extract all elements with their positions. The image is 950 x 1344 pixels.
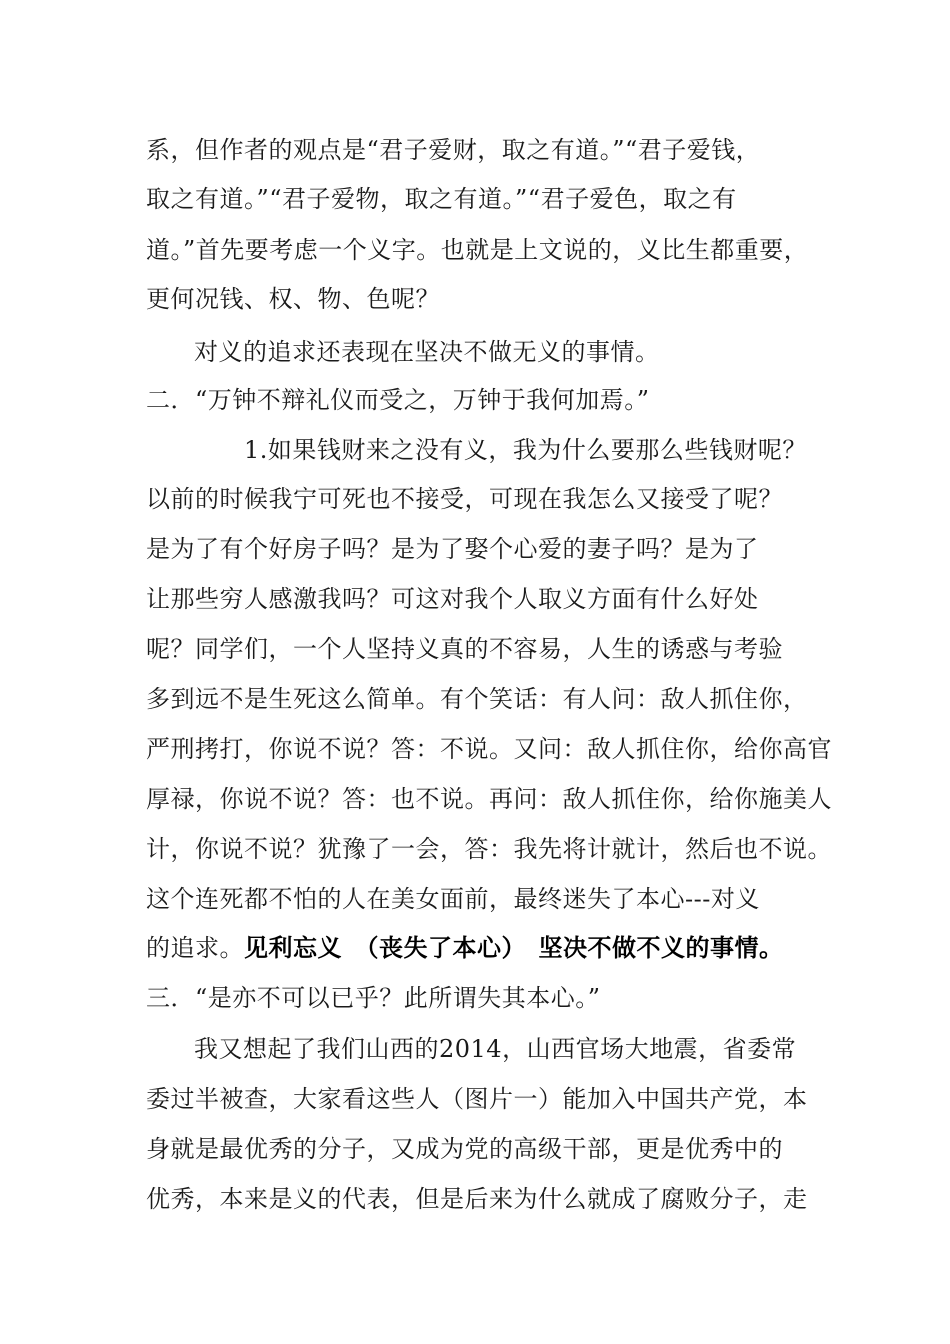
numbered-item-1: 1.如果钱财来之没有义，我为什么要那么些钱财呢？ bbox=[244, 436, 807, 464]
text-line: 呢？同学们，一个人坚持义真的不容易，人生的诱惑与考验 bbox=[146, 635, 783, 663]
text-line: 是为了有个好房子吗？是为了娶个心爱的妻子吗？是为了 bbox=[146, 535, 759, 563]
text-line: 这个连死都不怕的人在美女面前，最终迷失了本心---对义 bbox=[146, 885, 760, 913]
text-line: 更何况钱、权、物、色呢？ bbox=[146, 285, 440, 313]
text-line: 让那些穷人感激我吗？可这对我个人取义方面有什么好处 bbox=[146, 585, 759, 613]
paragraph-line: 我又想起了我们山西的2014，山西官场大地震，省委常 bbox=[194, 1035, 797, 1063]
text-line: 优秀，本来是义的代表，但是后来为什么就成了腐败分子，走 bbox=[146, 1185, 808, 1213]
text-line: 系，但作者的观点是“君子爱财，取之有道。”“君子爱钱， bbox=[146, 136, 761, 164]
text-line: 严刑拷打，你说不说？答：不说。又问：敌人抓住你，给你高官 bbox=[146, 735, 832, 763]
section-heading-2: 二．“万钟不辩礼仪而受之，万钟于我何加焉。” bbox=[146, 386, 650, 414]
text-line: 取之有道。”“君子爱物，取之有道。”“君子爱色，取之有 bbox=[146, 185, 737, 213]
text-line: 身就是最优秀的分子，又成为党的高级干部，更是优秀中的 bbox=[146, 1135, 783, 1163]
mixed-emphasis-line bbox=[146, 933, 784, 963]
text-bold-emphasis: 见利忘义 （丧失了本心） 坚决不做不义的事情。 bbox=[244, 934, 784, 962]
text-line: 多到远不是生死这么简单。有个笑话：有人问：敌人抓住你， bbox=[146, 685, 808, 713]
text-line: 计，你说不说？犹豫了一会，答：我先将计就计，然后也不说。 bbox=[146, 835, 832, 863]
text-line: 厚禄，你说不说？答：也不说。再问：敌人抓住你，给你施美人 bbox=[146, 785, 832, 813]
text-normal: 的追求。 bbox=[146, 934, 244, 962]
text-line: 道。”首先要考虑一个义字。也就是上文说的，义比生都重要， bbox=[146, 236, 809, 264]
section-heading-3: 三．“是亦不可以已乎？此所谓失其本心。” bbox=[146, 984, 601, 1012]
text-line: 委过半被查，大家看这些人（图片一）能加入中国共产党，本 bbox=[146, 1085, 808, 1113]
paragraph-line: 对义的追求还表现在坚决不做无义的事情。 bbox=[194, 338, 660, 366]
text-line: 以前的时候我宁可死也不接受，可现在我怎么又接受了呢？ bbox=[146, 485, 783, 513]
